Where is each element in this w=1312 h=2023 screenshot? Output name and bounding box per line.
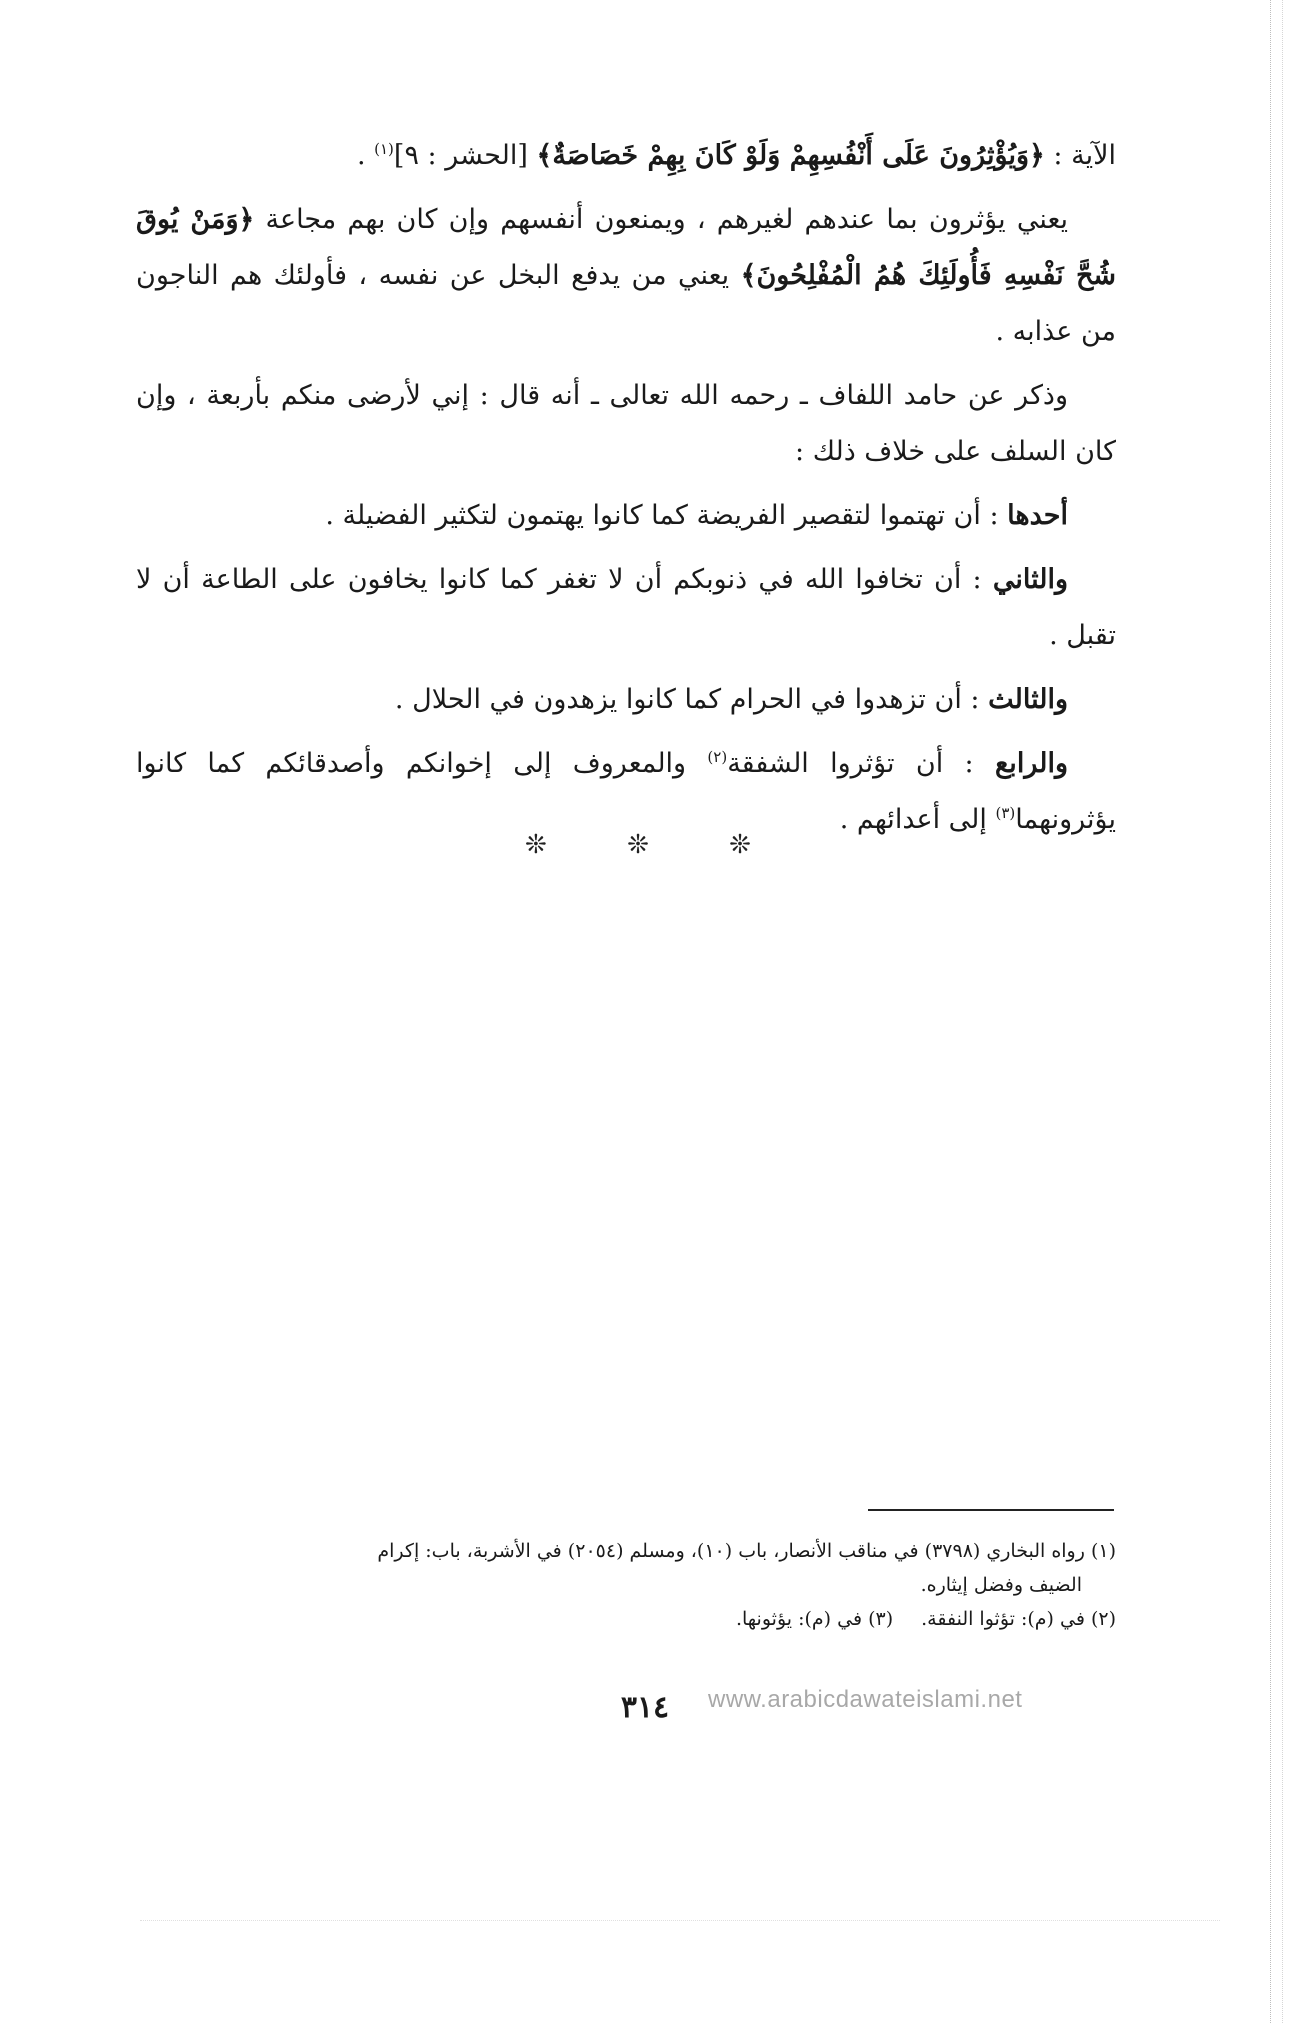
footnote-marker-2: (٢) [707,748,728,766]
scan-edge-line-secondary [1282,0,1283,2023]
item-label-third: والثالث [988,684,1068,715]
item-text-second: : أن تخافوا الله في ذنوبكم أن لا تغفر كما كانوا يخافون على الطاعة أن لا تقبل . [136,564,1116,651]
footnote-marker-3: (٣) [995,804,1016,822]
verse-end: . [356,140,375,171]
explanation-text-a: يعني يؤثرون بما عندهم لغيرهم ، ويمنعون أنفسهم وإن كان بهم مجاعة [254,204,1069,235]
paragraph-explanation [136,192,1116,360]
item-text-first: : أن تهتموا لتقصير الفريضة كما كانوا يهتمون لتكثير الفضيلة . [325,500,1008,531]
footnote-3: (٣) في (م): يؤثونها. [735,1608,894,1630]
footnote-divider [868,1509,1114,1511]
verse-lead: الآية : [1044,140,1116,171]
footnote-1-continued: الضيف وفضل إيثاره. [920,1574,1082,1596]
scan-edge-line [1270,0,1271,2023]
footnote-marker-1: (١) [374,140,394,158]
section-separator-stars: ❊ ❊ ❊ [525,830,787,860]
page-number: ٣١٤ [620,1690,670,1725]
paragraph-second [136,552,1116,664]
watermark-url: www.arabicdawateislami.net [708,1686,1023,1713]
explanation-text-b: يعني من يدفع البخل عن نفسه ، فأولئك هم الناجون من عذابه . [136,260,1116,347]
paragraph-verse-intro [136,128,1116,184]
item-text-fourth-c: إلى أعدائهم . [839,804,996,835]
verse-reference: [الحشر : ٩] [393,140,537,171]
item-text-fourth-b: والمعروف إلى إخوانكم وأصدقائكم كما كانوا يؤثرونهما [136,748,1116,835]
footnotes [136,1534,1116,1636]
quran-verse: ﴿وَيُؤْثِرُونَ عَلَى أَنْفُسِهِمْ وَلَوْ كَانَ بِهِمْ خَصَاصَةٌ﴾ [536,140,1045,171]
footnote-1: (١) رواه البخاري (٣٧٩٨) في مناقب الأنصار، باب (١٠)، ومسلم (٢٠٥٤) في الأشربة، باب: إكرام [377,1540,1116,1562]
item-label-second: والثاني [992,564,1068,595]
paragraph-hamid-quote: وذكر عن حامد اللفاف ـ رحمه الله تعالى ـ أنه قال : إني لأرضى منكم بأربعة ، وإن كان السلف على خلاف ذلك : [136,380,1116,467]
paragraph-third [136,672,1116,728]
footnote-2-3-line [136,1602,1116,1636]
main-text [136,128,1116,856]
footnote-2: (٢) في (م): تؤثوا النفقة. [921,1608,1116,1630]
item-label-first: أحدها [1007,500,1068,531]
item-text-fourth-a: : أن تؤثروا الشفقة [727,748,995,779]
scan-noise [140,1920,1220,1923]
paragraph-first [136,488,1116,544]
quran-verse: ﴿وَمَنْ يُوقَ شُحَّ نَفْسِهِ فَأُولَئِكَ هُمُ الْمُفْلِحُونَ﴾ [136,204,1116,291]
item-text-third: : أن تزهدوا في الحرام كما كانوا يزهدون في الحلال . [394,684,989,715]
item-label-fourth: والرابع [994,748,1068,779]
